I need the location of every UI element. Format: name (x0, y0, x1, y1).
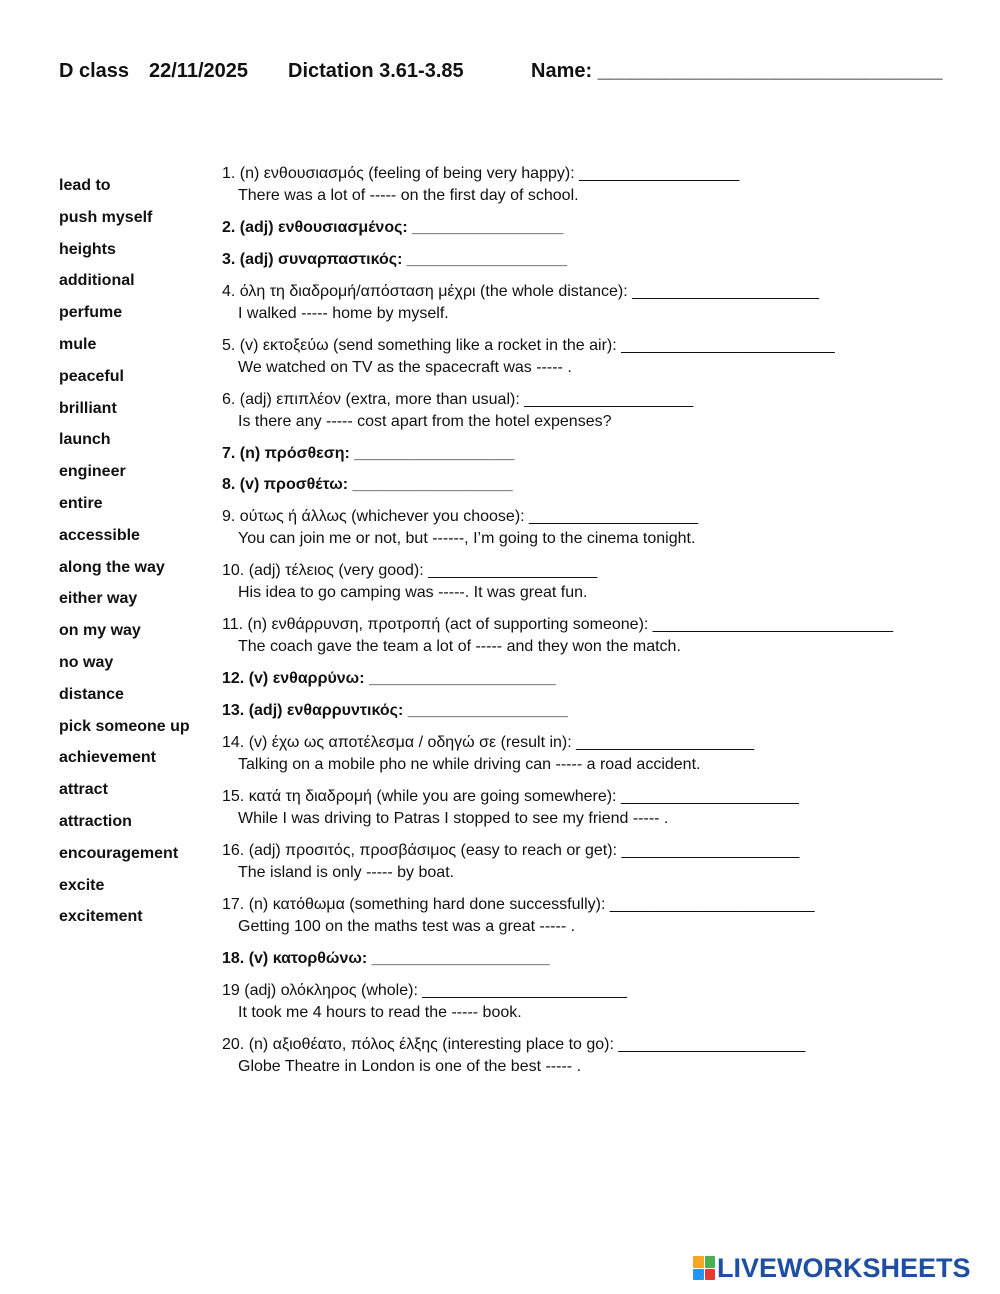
question-item (222, 217, 982, 239)
question-item (222, 614, 982, 658)
question-item (222, 786, 982, 830)
question-prompt[interactable]: 3. (adj) συναρπαστικός: __________________ (222, 250, 568, 268)
example-sentence: I walked ----- home by myself. (238, 304, 449, 322)
word-bank-item: accessible (59, 526, 140, 544)
example-sentence: The island is only ----- by boat. (238, 863, 455, 881)
word-bank-item: entire (59, 494, 103, 512)
liveworksheets-mark-icon (693, 1256, 715, 1280)
question-prompt[interactable]: 8. (v) προσθέτω: __________________ (222, 476, 513, 494)
logo-square (705, 1269, 716, 1281)
question-prompt[interactable]: 15. κατά τη διαδρομή (while you are going somewhere): ____________________ (222, 787, 799, 805)
example-sentence: It took me 4 hours to read the ----- book. (238, 1003, 522, 1021)
example-sentence: While I was driving to Patras I stopped to see my friend ----- . (238, 809, 669, 827)
word-bank-item: encouragement (59, 844, 179, 862)
example-sentence: Globe Theatre in London is one of the best ----- . (238, 1057, 582, 1075)
word-bank-item: lead to (59, 177, 111, 194)
word-bank-item: heights (59, 240, 116, 258)
question-item (222, 1034, 982, 1078)
word-bank-item: achievement (59, 749, 156, 767)
name-field[interactable]: Name: _______________________________ (531, 60, 943, 82)
liveworksheets-logo[interactable] (693, 1253, 971, 1283)
question-prompt[interactable]: 1. (n) ενθουσιασμός (feeling of being very happy): __________________ (222, 165, 740, 182)
question-prompt[interactable]: 6. (adj) επιπλέον (extra, more than usual): ___________________ (222, 390, 694, 408)
example-sentence: His idea to go camping was -----. It was great fun. (238, 584, 588, 602)
question-prompt[interactable]: 7. (n) πρόσθεση: __________________ (222, 444, 515, 462)
question-prompt[interactable]: 16. (adj) προσιτός, προσβάσιμος (easy to reach or get): ____________________ (222, 841, 800, 859)
question-prompt[interactable]: 11. (n) ενθάρρυνση, προτροπή (act of supporting someone): ___________________________ (222, 616, 894, 634)
question-prompt[interactable]: 13. (adj) ενθαρρυντικός: __________________ (222, 701, 568, 719)
example-sentence: The coach gave the team a lot of ----- and they won the match. (238, 638, 681, 656)
question-item (222, 948, 982, 970)
question-prompt[interactable]: 9. ούτως ή άλλως (whichever you choose): ___________________ (222, 508, 699, 526)
question-item (222, 474, 982, 496)
word-bank-item: peaceful (59, 367, 124, 385)
question-prompt[interactable]: 14. (v) έχω ως αποτέλεσμα / οδηγώ σε (result in): ____________________ (222, 733, 755, 751)
example-sentence: There was a lot of ----- on the first day of school. (238, 187, 579, 204)
question-item (222, 840, 982, 884)
question-item (222, 335, 982, 379)
example-sentence: We watched on TV as the spacecraft was ----- . (238, 358, 572, 376)
question-prompt[interactable]: 5. (v) εκτοξεύω (send something like a rocket in the air): ________________________ (222, 336, 835, 354)
word-bank-item: excite (59, 876, 105, 894)
word-bank-item: launch (59, 431, 111, 449)
worksheet-header (59, 60, 959, 90)
question-item (222, 668, 982, 690)
logo-square (693, 1256, 704, 1268)
question-item (222, 506, 982, 550)
logo-square (705, 1256, 716, 1268)
word-bank-item: push myself (59, 208, 153, 226)
question-item (222, 163, 982, 207)
dictation-title: Dictation 3.61-3.85 (288, 60, 464, 82)
question-prompt[interactable]: 10. (adj) τέλειος (very good): ___________________ (222, 562, 598, 580)
question-item (222, 443, 982, 465)
question-item (222, 249, 982, 271)
word-bank-item: excitement (59, 908, 143, 926)
word-bank-item: either way (59, 590, 138, 608)
question-item (222, 281, 982, 325)
question-list (222, 163, 982, 1088)
question-item (222, 700, 982, 722)
question-item (222, 732, 982, 776)
word-bank-item: pick someone up (59, 717, 190, 735)
example-sentence: Getting 100 on the maths test was a great ----- . (238, 917, 576, 935)
example-sentence: Talking on a mobile pho ne while driving can ----- a road accident. (238, 755, 701, 773)
question-prompt[interactable]: 19 (adj) ολόκληρος (whole): _______________________ (222, 981, 628, 999)
word-bank-item: attraction (59, 812, 132, 830)
word-bank-item: engineer (59, 463, 126, 481)
word-bank-item: brilliant (59, 399, 117, 417)
logo-square (693, 1269, 704, 1281)
word-bank-item: attract (59, 781, 108, 799)
question-prompt[interactable]: 18. (v) κατορθώνω: ____________________ (222, 949, 550, 967)
question-item (222, 389, 982, 433)
question-prompt[interactable]: 12. (v) ενθαρρύνω: _____________________ (222, 670, 556, 688)
example-sentence: You can join me or not, but ------, I’m going to the cinema tonight. (238, 530, 696, 548)
date-label: 22/11/2025 (149, 60, 248, 82)
question-prompt[interactable]: 4. όλη τη διαδρομή/απόσταση μέχρι (the whole distance): _____________________ (222, 282, 819, 300)
question-item (222, 980, 982, 1024)
word-bank-item: distance (59, 685, 124, 703)
word-bank-item: mule (59, 335, 97, 353)
class-label: D class (59, 60, 130, 82)
question-prompt[interactable]: 17. (n) κατόθωμα (something hard done successfully): _______________________ (222, 895, 815, 913)
word-bank-item: along the way (59, 558, 165, 576)
word-bank-item: additional (59, 272, 135, 290)
brand-name: LIVEWORKSHEETS (717, 1252, 971, 1283)
question-item (222, 560, 982, 604)
word-bank (59, 175, 209, 938)
question-prompt[interactable]: 2. (adj) ενθουσιασμένος: _________________ (222, 219, 564, 236)
question-item (222, 894, 982, 938)
example-sentence: Is there any ----- cost apart from the hotel expenses? (238, 412, 612, 430)
word-bank-item: no way (59, 653, 114, 671)
question-prompt[interactable]: 20. (n) αξιοθέατο, πόλος έλξης (interesting place to go): _____________________ (222, 1035, 806, 1053)
word-bank-item: on my way (59, 622, 141, 640)
word-bank-item: perfume (59, 304, 123, 322)
